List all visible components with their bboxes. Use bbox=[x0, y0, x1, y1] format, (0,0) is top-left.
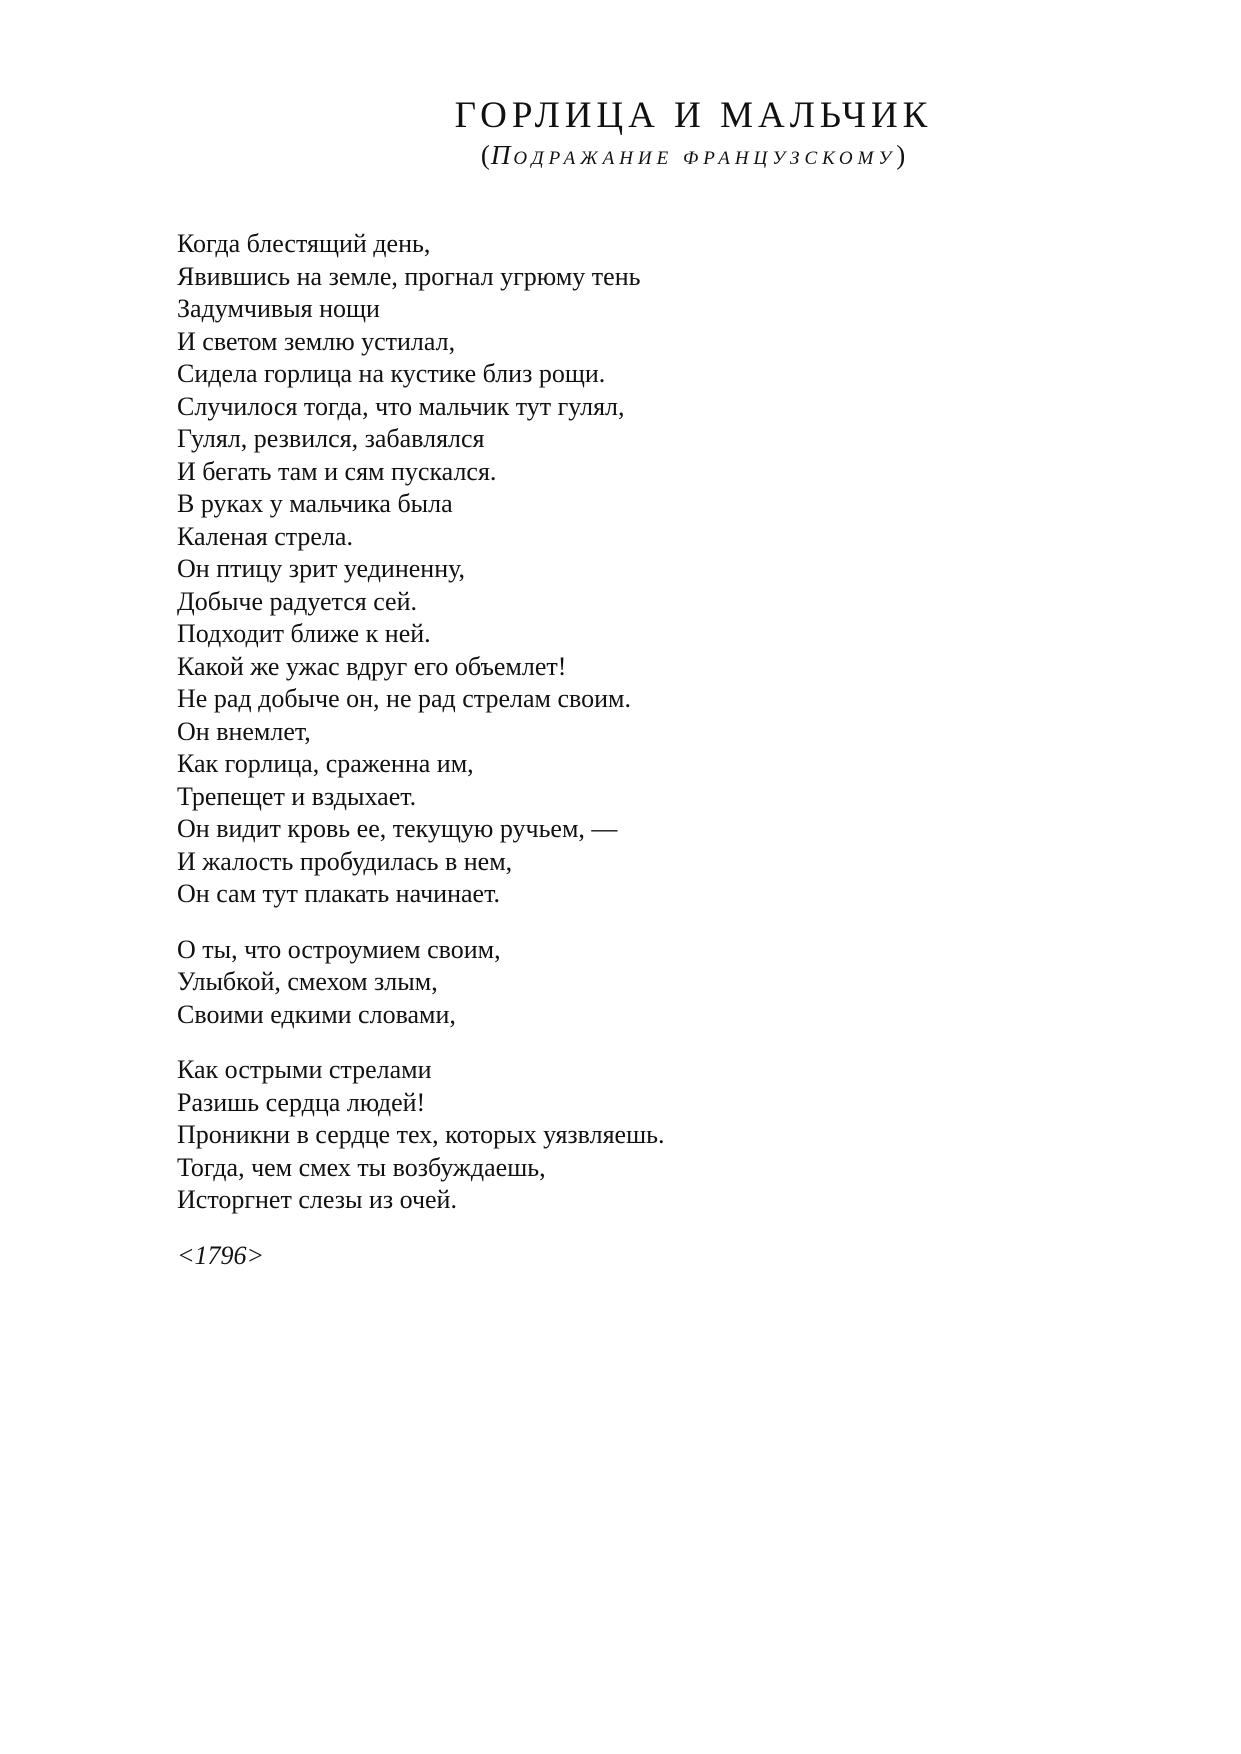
poem-line: Своими едкими словами, bbox=[177, 999, 456, 1029]
poem-line: Разишь сердца людей! bbox=[177, 1087, 426, 1117]
poem-header bbox=[0, 94, 1241, 176]
poem-body bbox=[177, 228, 1077, 1272]
poem-line: Случилося тогда, что мальчик тут гулял, bbox=[177, 391, 625, 421]
poem-line: Он видит кровь ее, текущую ручьем, — bbox=[177, 814, 618, 843]
poem-line: Трепещет и вздыхает. bbox=[177, 781, 417, 811]
poem-line: Улыбкой, смехом злым, bbox=[177, 967, 438, 996]
subtitle-rest: ОДРАЖАНИЕ ФРАНЦУЗСКОМУ bbox=[513, 148, 897, 169]
poem-line: Как горлица, сраженна им, bbox=[177, 749, 474, 778]
poem-line: Проникни в сердце тех, которых уязвляешь. bbox=[177, 1120, 665, 1149]
poem-title: ГОРЛИЦА И МАЛЬЧИК bbox=[454, 95, 933, 136]
poem-line: Гулял, резвился, забавлялся bbox=[177, 424, 485, 453]
poem-line: И светом землю устилал, bbox=[177, 326, 456, 356]
poem-line: Каленая стрела. bbox=[177, 521, 353, 551]
poem-line: Какой же ужас вдруг его объемлет! bbox=[177, 651, 567, 681]
poem-stanza bbox=[177, 228, 1077, 911]
poem-line: Не рад добыче он, не рад стрелам своим. bbox=[177, 684, 631, 713]
poem-line: Он птицу зрит уединенну, bbox=[177, 554, 466, 583]
poem-line: И бегать там и сям пускался. bbox=[177, 456, 497, 486]
poem-line: В руках у мальчика была bbox=[177, 489, 453, 518]
poem-line: Явившись на земле, прогнал угрюму тень bbox=[177, 261, 641, 291]
poem-line: Как острыми стрелами bbox=[177, 1055, 432, 1084]
poem-line: Когда блестящий день, bbox=[177, 229, 431, 258]
poem-line: Задумчивыя нощи bbox=[177, 294, 380, 323]
poem-line: И жалость пробудилась в нем, bbox=[177, 846, 513, 876]
poem-line: Сидела горлица на кустике близ рощи. bbox=[177, 359, 606, 388]
poem-line: Добыче радуется сей. bbox=[177, 586, 418, 616]
poem-date: <1796> bbox=[177, 1240, 265, 1270]
subtitle-open-paren: ( bbox=[480, 140, 491, 170]
poem-line: О ты, что остроумием своим, bbox=[177, 934, 501, 964]
poem-line: Тогда, чем смех ты возбуждаешь, bbox=[177, 1152, 546, 1182]
poem-stanza bbox=[177, 934, 1077, 1032]
poem-line: Подходит ближе к ней. bbox=[177, 619, 431, 648]
poem-line: Он сам тут плакать начинает. bbox=[177, 879, 500, 908]
poem-subtitle bbox=[146, 138, 1241, 176]
subtitle-first-letter: П bbox=[490, 140, 514, 170]
poem-line: Исторгнет слезы из очей. bbox=[177, 1185, 457, 1214]
poem-stanza bbox=[177, 1054, 1077, 1217]
subtitle-close-paren: ) bbox=[896, 140, 907, 170]
poem-line: Он внемлет, bbox=[177, 716, 311, 746]
